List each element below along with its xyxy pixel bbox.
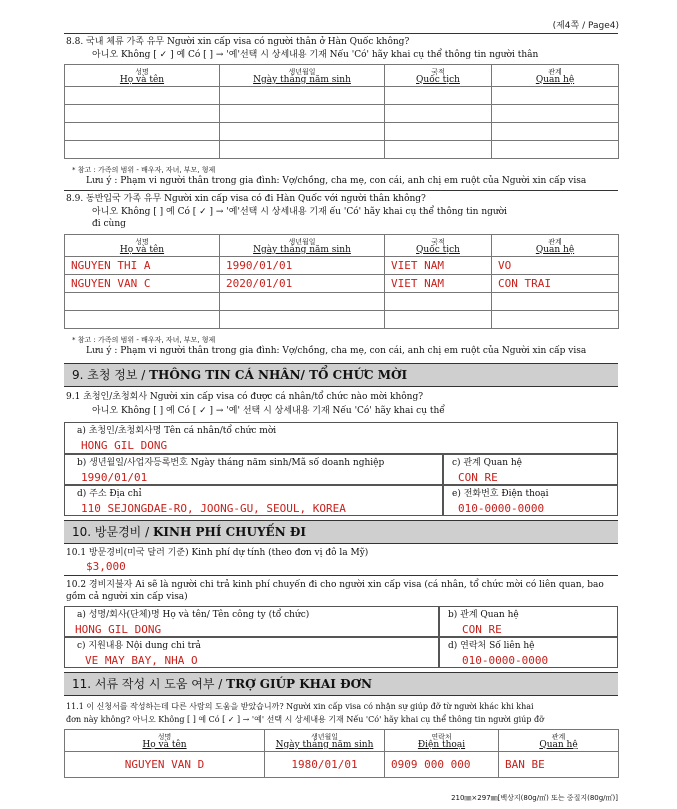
s9-c-label: c) 관계 Quan hệ (452, 458, 522, 468)
cell-dob: 1980/01/01 (265, 752, 385, 778)
s89-answer: 아니오 Không [ ] 예 Có [ ✓ ] → '예'선택 시 상세내용 기재 ếu 'Có' hãy khai cụ thể thông tin người (92, 207, 507, 217)
s88-header-name: 성명 Họ và tên (65, 65, 220, 87)
divider (64, 190, 618, 191)
s9-e-label: e) 전화번호 Điện thoại (452, 489, 549, 499)
s89-note2: Lưu ý : Phạm vi người thân trong gia đình: Vợ/chồng, cha mẹ, con cái, anh chị em ruột của Người xin cấp visa (86, 346, 587, 356)
s9-question: 9.1 초청인/초청회사 Người xin cấp visa có được cá nhân/tổ chức nào mời không? (66, 392, 424, 402)
s88-title: 8.8. 국내 체류 가족 유무 Người xin cấp visa có người thân ở Hàn Quốc không? (66, 37, 410, 47)
s9-a-box (64, 422, 618, 454)
s89-header-nationality: 국적 Quốc tịch (385, 235, 492, 257)
table-row (65, 123, 619, 141)
s10-a-value: HONG GIL DONG (75, 623, 162, 636)
s11-header-dob: 생년월일 Ngày tháng năm sinh (265, 730, 385, 752)
s9-d-value: 110 SEJONGDAE-RO, JOONG-GU, SEOUL, KOREA (81, 502, 346, 515)
s10-a-label: a) 성명/회사(단체)명 Họ và tên/ Tên công ty (tổ chức) (77, 610, 310, 620)
page-number: (제4쪽 / Page4) (552, 21, 619, 31)
cell-phone: 0909 000 000 (385, 752, 499, 778)
s10-c-value: VE MAY BAY, NHA O (85, 654, 198, 667)
s11-header-relation: 관계 Quan hệ (499, 730, 619, 752)
s88-header-relation: 관계 Quan hệ (492, 65, 619, 87)
s10-d-value: 010-0000-0000 (462, 654, 549, 667)
s10-b-label: b) 관계 Quan hệ (448, 610, 519, 620)
s9-c-value: CON RE (458, 471, 498, 484)
s89-header-relation: 관계 Quan hệ (492, 235, 619, 257)
cell-relation: CON TRAI (492, 275, 619, 293)
s89-answer-cont: đi cùng (92, 219, 126, 229)
s10-q1: 10.1 방문경비(미국 달러 기준) Kinh phí dự tính (theo đơn vị đô la Mỹ) (66, 548, 369, 558)
cell-name: NGUYEN THI A (65, 257, 220, 275)
cell-nationality: VIET NAM (385, 275, 492, 293)
table-row (65, 105, 619, 123)
s10-b-box (439, 606, 618, 637)
s9-e-value: 010-0000-0000 (458, 502, 545, 515)
cell-name: NGUYEN VAN D (65, 752, 265, 778)
table-row (65, 87, 619, 105)
s11-question-cont: đơn này không? 아니오 Không [ ] 예 Có [ ✓ ] → '예' 선택 시 상세내용 기재 Nếu 'Có' hãy khai cụ thể thông tin người giúp đỡ (66, 715, 544, 724)
s9-c-box (443, 454, 618, 485)
cell-name: NGUYEN VAN C (65, 275, 220, 293)
table-row (65, 275, 619, 293)
s89-title: 8.9. 동반입국 가족 유무 Người xin cấp visa có đi Hàn Quốc với người thân không? (66, 194, 426, 204)
s10-d-label: d) 연락처 Số liên hệ (448, 641, 535, 651)
divider (64, 575, 618, 576)
s89-table (64, 234, 618, 329)
section-9-heading: 9. 초청 정보 / THÔNG TIN CÁ NHÂN/ TỔ CHỨC MỜI (64, 363, 618, 387)
table-row (65, 293, 619, 311)
s88-table (64, 64, 618, 159)
table-row (65, 141, 619, 159)
s10-c-box (64, 637, 439, 668)
cell-dob: 1990/01/01 (220, 257, 385, 275)
s10-q2-cont: gồm cả người xin cấp visa) (66, 592, 188, 602)
s10-a-box (64, 606, 439, 637)
s10-b-value: CON RE (462, 623, 502, 636)
table-row (65, 752, 619, 778)
s88-answer: 아니오 Không [ ✓ ] 예 Có [ ] → '예'선택 시 상세내용 기재 Nếu 'Có' hãy khai cụ thể thông tin người thân (92, 50, 539, 60)
divider (64, 33, 618, 34)
s9-b-box (64, 454, 443, 485)
s9-answer: 아니오 Không [ ] 예 Có [ ✓ ] → '예' 선택 시 상세내용 기재 Nếu 'Có' hãy khai cụ thể (92, 406, 445, 416)
cell-dob: 2020/01/01 (220, 275, 385, 293)
cell-relation: BAN BE (499, 752, 619, 778)
s9-b-label: b) 생년월일/사업자등록번호 Ngày tháng năm sinh/Mã số doanh nghiệp (77, 458, 385, 468)
s10-q1-value: $3,000 (86, 560, 126, 573)
table-row (65, 257, 619, 275)
s11-header-name: 성명 Họ và tên (65, 730, 265, 752)
s9-d-label: d) 주소 Địa chỉ (77, 489, 142, 499)
s9-b-value: 1990/01/01 (81, 471, 148, 484)
s89-header-dob: 생년월일 Ngày tháng năm sinh (220, 235, 385, 257)
s88-note2: Lưu ý : Phạm vi người thân trong gia đình: Vợ/chồng, cha mẹ, con cái, anh chị em ruột của Người xin cấp visa (86, 176, 587, 186)
s10-c-label: c) 지원내용 Nội dung chi trả (77, 641, 201, 651)
s11-table (64, 729, 618, 778)
s9-a-label: a) 초청인/초청회사명 Tên cá nhân/tổ chức mời (77, 426, 277, 436)
table-row (65, 311, 619, 329)
section-11-heading: 11. 서류 작성 시 도움 여부 / TRỢ GIÚP KHAI ĐƠN (64, 672, 618, 696)
s89-header-name: 성명 Họ và tên (65, 235, 220, 257)
s11-question: 11.1 이 신청서를 작성하는데 다른 사람의 도움을 받았습니까? Người xin cấp visa có nhận sự giúp đỡ từ người khác khi khai (66, 702, 534, 711)
s88-header-dob: 생년월일 Ngày tháng năm sinh (220, 65, 385, 87)
s9-d-box (64, 485, 443, 516)
section-10-heading: 10. 방문경비 / KINH PHÍ CHUYẾN ĐI (64, 520, 618, 544)
s10-d-box (439, 637, 618, 668)
cell-relation: VO (492, 257, 619, 275)
cell-nationality: VIET NAM (385, 257, 492, 275)
s10-q2: 10.2 경비지불자 Ai sẽ là người chi trả kinh phí chuyến đi cho người xin cấp visa (cá nhân, tổ chức mời có liên quan, bao (66, 580, 604, 590)
s89-note1: * 참고 : 가족의 범위 - 배우자, 자녀, 부모, 형제 (72, 336, 216, 344)
s11-header-phone: 연락처 Điện thoại (385, 730, 499, 752)
s9-a-value: HONG GIL DONG (81, 439, 168, 452)
s88-note1: * 참고 : 가족의 범위 - 배우자, 자녀, 부모, 형제 (72, 166, 216, 174)
s9-e-box (443, 485, 618, 516)
s88-header-nationality: 국적 Quốc tịch (385, 65, 492, 87)
footer-paper-spec: 210㎜×297㎜[백상지(80g/㎡) 또는 중질지(80g/㎡)] (451, 794, 618, 802)
